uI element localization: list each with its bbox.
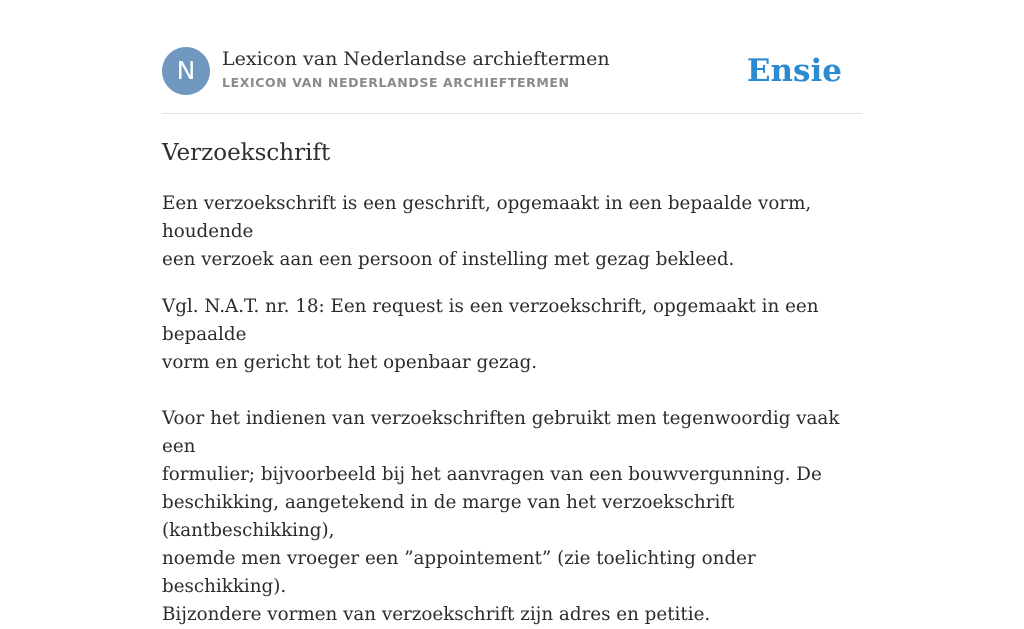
term-heading: Verzoekschrift [162,140,331,166]
definition-paragraph: Voor het indienen van verzoekschriften gebruikt men tegenwoordig vaak een formulier; bijvoorbeeld bij het aanvragen van een bouwvergunning. De beschikking, aangetekend in de marge van het verzoekschrift (kantbeschikking), noemde men vroeger een ”appointement” (zie toelichting onder beschikking). Bijzondere vormen van verzoekschrift zijn adres en petitie. [162,408,840,625]
ensie-logo-link[interactable]: Ensie [746,53,842,89]
header-divider [162,113,862,114]
definition-body [162,190,862,629]
page-header [162,47,862,95]
definition-paragraph: Vgl. N.A.T. nr. 18: Een request is een verzoekschrift, opgemaakt in een bepaalde vorm en gericht tot het openbaar gezag. [162,296,819,373]
definition-paragraph: Een verzoekschrift is een geschrift, opgemaakt in een bepaalde vorm, houdende een verzoek aan een persoon of instelling met gezag bekleed. [162,193,812,270]
source-avatar[interactable]: N [162,47,210,95]
source-title[interactable]: Lexicon van Nederlandse archieftermen [222,48,610,70]
source-subtitle: LEXICON VAN NEDERLANDSE ARCHIEFTERMEN [222,75,570,90]
